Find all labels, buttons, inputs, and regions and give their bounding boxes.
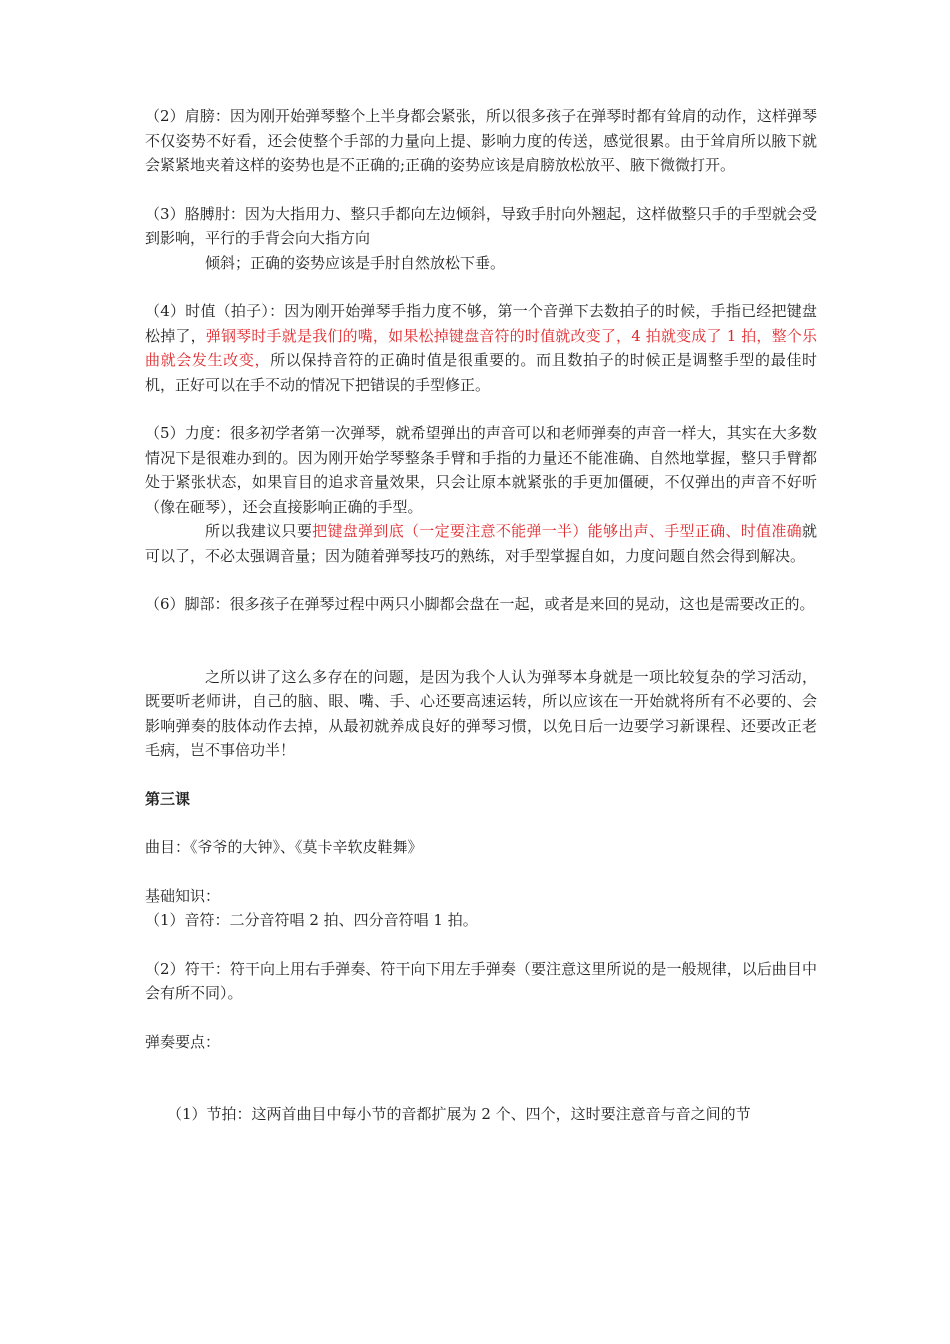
advice-text-end: 就可以了，不必太强调音量；因为随着弹琴技巧的熟练，对手型掌握自如，力度问题自然会得到解决。 <box>145 522 817 565</box>
advice-text-start: 所以我建议只要 <box>205 522 313 540</box>
timing-text-end: 所以保持音符的正确时值是很重要的。而且数拍子的时候正是调整手型的最佳时机，正好可以在手不动的情况下把错误的手型修正。 <box>145 351 817 394</box>
advice-highlight: 把键盘弹到底（一定要注意不能弹一半）能够出声、手型正确、时值准确 <box>312 522 802 540</box>
timing-text-start: （4）时值（拍子）：因为刚开始弹琴手指力度不够，第一个音弹下去数拍子的时候，手指已经把键盘松掉了， <box>145 302 817 345</box>
paragraph-elbow-continued: 倾斜；正确的姿势应该是手肘自然放松下垂。 <box>205 253 506 272</box>
paragraph-summary: 之所以讲了这么多存在的问题，是因为我个人认为弹琴本身就是一项比较复杂的学习活动，既要听老师讲，自己的脑、眼、嘴、手、心还要高速运转，所以应该在一开始就将所有不必要的、会影响弹奏的肢体动作去掉，从最初就养成良好的弹琴习惯，以免日后一边要学习新课程、还要改正老毛病，岂不事倍功半！ <box>145 667 817 759</box>
points-item-rhythm: （1）节拍：这两首曲目中每小节的音都扩展为 2 个、四个，这时要注意音与音之间的节 <box>167 1105 751 1123</box>
basics-label: 基础知识： <box>145 886 221 905</box>
basics-item-stems: （2）符干：符干向上用右手弹奏、符干向下用左手弹奏（要注意这里所说的是一般规律，以后曲目中会有所不同）。 <box>145 959 817 1002</box>
paragraph-advice <box>145 519 817 568</box>
basics-item-notes: （1）音符：二分音符唱 2 拍、四分音符唱 1 拍。 <box>145 911 478 929</box>
paragraph-elbow: （3）胳膊肘：因为大指用力、整只手都向左边倾斜，导致手肘向外翘起，这样做整只手的手型就会受到影响，平行的手背会向大指方向 <box>145 204 817 247</box>
paragraph-timing <box>145 299 817 397</box>
paragraph-shoulder: （2）肩膀：因为刚开始弹琴整个上半身都会紧张，所以很多孩子在弹琴时都有耸肩的动作，这样弹琴不仅姿势不好看，还会使整个手部的力量向上提、影响力度的传送，感觉很累。由于耸肩所以腋下就会紧紧地夹着这样的姿势也是不正确的;正确的姿势应该是肩膀放松放平、腋下微微打开。 <box>145 107 817 174</box>
lesson-title: 第三课 <box>145 789 191 808</box>
paragraph-force: （5）力度：很多初学者第一次弹琴，就希望弹出的声音可以和老师弹奏的声音一样大，其实在大多数情况下是很难办到的。因为刚开始学琴整条手臂和手指的力量还不能准确、自然地掌握，整只手臂都处于紧张状态，如果盲目的追求音量效果，只会让原本就紧张的手更加僵硬，不仅弹出的声音不好听（像在砸琴），还会直接影响正确的手型。 <box>145 424 817 516</box>
document-page <box>145 104 817 1127</box>
timing-highlight: 弹钢琴时手就是我们的嘴，如果松掉键盘音符的时值就改变了，4 拍就变成了 1 拍，整个乐曲就会发生改变， <box>145 326 817 369</box>
points-label: 弹奏要点： <box>145 1032 221 1051</box>
lesson-pieces: 曲目：《爷爷的大钟》、《莫卡辛软皮鞋舞》 <box>145 838 423 856</box>
paragraph-feet: （6）脚部：很多孩子在弹琴过程中两只小脚都会盘在一起，或者是来回的晃动，这也是需要改正的。 <box>145 595 815 613</box>
